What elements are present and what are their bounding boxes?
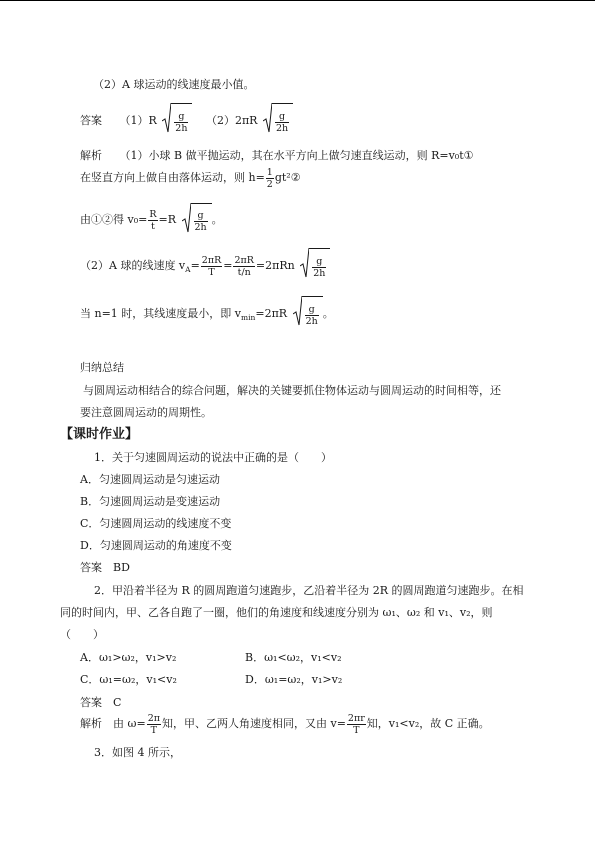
period: 。	[211, 213, 223, 226]
summary-title: 归纳总结	[80, 361, 124, 374]
q2-option-b: B．ω₁<ω₂，v₁<v₂	[245, 651, 342, 664]
analysis-text: 在竖直方向上做自由落体运动，则 h=	[80, 171, 265, 184]
q2-option-c: C．ω₁=ω₂，v₁<v₂	[80, 673, 177, 686]
sqrt-g-over-2h: $\frac{g}{2h}$	[162, 103, 192, 139]
q2-option-d: D．ω₁=ω₂，v₁>v₂	[245, 673, 343, 686]
analysis-text: 知，v₁<v₂，故 C 正确。	[366, 717, 490, 730]
q2-stem-line-3: （ ）	[60, 628, 104, 641]
q1-answer: 答案 BD	[80, 561, 130, 574]
equals: =	[190, 259, 200, 272]
analysis-line-4	[80, 248, 330, 287]
summary-line-1: 与圆周运动相结合的综合问题，解决的关键要抓住物体运动与圆周运动的时间相等，还	[83, 384, 501, 397]
analysis-text: 当 n=1 时，其线速度最小，即 v	[80, 307, 242, 320]
q1-option-a: A．匀速圆周运动是匀速运动	[80, 473, 220, 486]
fraction-r-over-t: $\frac{R}{t}$	[149, 208, 157, 232]
analysis-text: =R	[158, 213, 176, 226]
equals: =	[223, 259, 233, 272]
answer-label: 答案	[80, 114, 102, 127]
answer-part-2: （2）2πR	[205, 114, 258, 127]
answer-line-1	[80, 103, 293, 139]
analysis-text: 解析 由 ω=	[80, 717, 146, 730]
summary-line-2: 要注意圆周运动的周期性。	[80, 406, 212, 419]
subscript: A	[185, 265, 191, 275]
q2-stem-line-1: 2．甲沿着半径为 R 的圆周跑道匀速跑步，乙沿着半径为 2R 的圆周跑道匀速跑步。在相	[94, 584, 524, 597]
fraction-2piR-over-T: $\frac{2\pi R}{T}$	[201, 254, 222, 278]
fraction-2pir-over-T: $\frac{2\pi r}{T}$	[347, 712, 365, 736]
period: 。	[322, 307, 334, 320]
q1-option-d: D．匀速圆周运动的角速度不变	[80, 539, 232, 552]
subscript: min	[241, 313, 256, 323]
fraction-2pi-over-T: $\frac{2\pi}{T}$	[147, 712, 160, 736]
analysis-text: =2πRn	[255, 259, 295, 272]
radical-icon	[182, 203, 191, 233]
analysis-text: =2πR	[255, 307, 288, 320]
fraction-2piR-over-t-n: $\frac{2\pi R}{t/n}$	[234, 254, 254, 278]
sqrt-g-over-2h: $\frac{g}{2h}$	[182, 203, 212, 237]
radical-icon	[263, 103, 272, 133]
analysis-text: 由①②得 v₀=	[80, 213, 148, 226]
analysis-line-2	[80, 165, 301, 191]
analysis-line-1	[80, 149, 473, 163]
radical-icon	[162, 103, 171, 133]
sqrt-g-over-2h: $\frac{g}{2h}$	[300, 248, 330, 284]
q2-answer: 答案 C	[80, 696, 122, 709]
analysis-text: gt²②	[274, 171, 301, 184]
q1-option-b: B．匀速圆周运动是变速运动	[80, 495, 221, 508]
homework-heading: 【课时作业】	[60, 427, 139, 442]
question-part-2-title: （2）A 球运动的线速度最小值。	[93, 78, 255, 91]
answer-part-1: （1）R	[119, 114, 157, 127]
q1-option-c: C．匀速圆周运动的线速度不变	[80, 517, 232, 530]
analysis-text: （2）A 球的线速度 v	[80, 259, 186, 272]
sqrt-g-over-2h: $\frac{g}{2h}$	[263, 103, 293, 139]
sqrt-g-over-2h: $\frac{g}{2h}$	[293, 296, 323, 332]
page-top-rule	[0, 0, 595, 1]
analysis-line-3	[80, 203, 223, 237]
analysis-line-5	[80, 296, 334, 335]
q2-option-a: A．ω₁>ω₂，v₁>v₂	[80, 651, 177, 664]
q2-stem-line-2: 同的时间内，甲、乙各自跑了一圈，他们的角速度和线速度分别为 ω₁、ω₂ 和 v₁、v₂，则	[60, 606, 493, 619]
radical-icon	[293, 296, 302, 326]
analysis-text: 知，甲、乙两人角速度相同，又由 v=	[161, 717, 346, 730]
analysis-label: 解析	[80, 149, 102, 162]
analysis-text: （1）小球 B 做平抛运动，其在水平方向上做匀速直线运动，则 R=v₀t①	[119, 149, 474, 162]
q1-stem: 1．关于匀速圆周运动的说法中正确的是（ ）	[94, 451, 332, 464]
fraction-one-half: $\frac{1}{2}$	[266, 166, 273, 190]
radical-icon	[300, 248, 309, 278]
q2-analysis	[80, 710, 490, 738]
q3-stem: 3．如图 4 所示，	[94, 746, 181, 759]
